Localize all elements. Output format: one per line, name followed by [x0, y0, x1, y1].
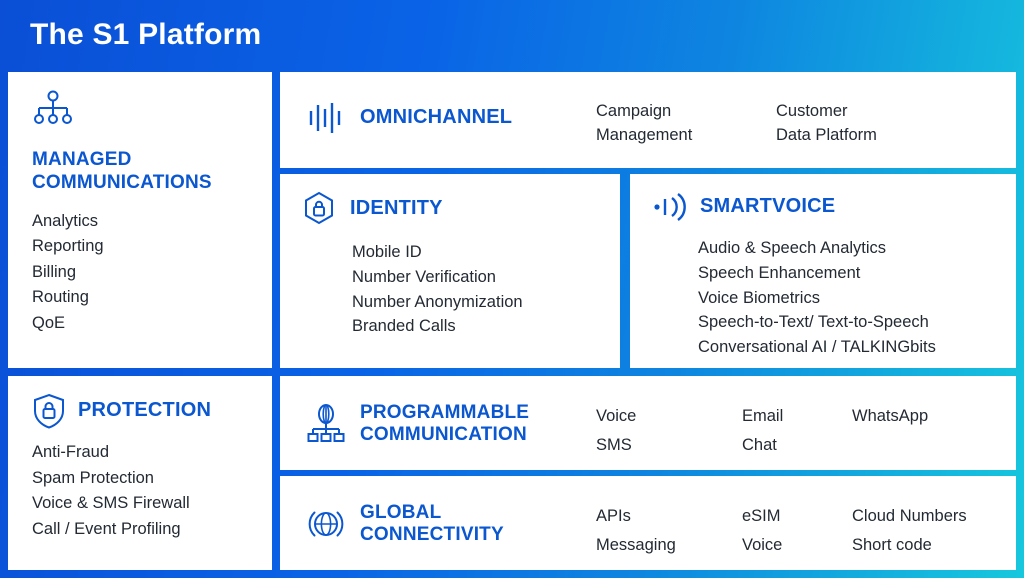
- smartvoice-items: [650, 236, 996, 360]
- list-item: APIs: [596, 507, 631, 525]
- identity-header: [300, 190, 600, 228]
- omnichannel-column-2: [776, 86, 877, 148]
- list-item: Anti-Fraud: [32, 443, 110, 461]
- list-item: Voice: [596, 407, 637, 425]
- list-item: Call / Event Profiling: [32, 519, 181, 538]
- managed-title-line2: COMMUNICATIONS: [32, 171, 212, 193]
- list-item: Speech Enhancement: [698, 263, 861, 282]
- programmable-column-2: [742, 390, 852, 460]
- managed-title-line1: MANAGED: [32, 149, 132, 170]
- card-omnichannel: [280, 72, 1016, 168]
- network-node-icon: [306, 403, 346, 445]
- card-programmable-communication: [280, 376, 1016, 470]
- smartvoice-header: [650, 190, 996, 224]
- programmable-column-1: [596, 390, 742, 460]
- global-header: [300, 490, 596, 547]
- global-title-line2: CONNECTIVITY: [360, 524, 504, 546]
- list-item: Customer: [776, 102, 848, 120]
- shield-lock-icon: [32, 392, 66, 430]
- programmable-header: [300, 390, 596, 447]
- list-item: eSIM: [742, 507, 781, 525]
- omnichannel-row: [300, 86, 996, 148]
- protection-title: PROTECTION: [78, 399, 212, 422]
- managed-items: [32, 209, 250, 337]
- globe-orbit-icon: [306, 504, 346, 544]
- managed-header: [32, 90, 250, 195]
- list-item: Routing: [32, 288, 89, 307]
- protection-items: [32, 440, 250, 542]
- list-item: QoE: [32, 313, 66, 332]
- list-item: Campaign: [596, 102, 672, 120]
- list-item: Conversational AI / TALKINGbits: [698, 338, 936, 356]
- list-item: Voice & SMS Firewall: [32, 494, 190, 513]
- global-title-line1: GLOBAL: [360, 502, 442, 523]
- card-managed-communications: [8, 72, 272, 368]
- list-item: Number Anonymization: [352, 292, 523, 311]
- omnichannel-title: OMNICHANNEL: [360, 106, 513, 129]
- network-hierarchy-icon: [32, 90, 74, 130]
- list-item: Email: [742, 407, 784, 425]
- programmable-title-line2: COMMUNICATION: [360, 424, 527, 446]
- list-item: Audio & Speech Analytics: [698, 239, 887, 257]
- programmable-title: [360, 402, 529, 447]
- list-item: Reporting: [32, 237, 104, 256]
- list-item: Voice Biometrics: [698, 288, 820, 307]
- omnichannel-column-1: [596, 86, 776, 148]
- programmable-column-3: [852, 390, 928, 431]
- global-column-2: [742, 490, 852, 560]
- list-item: Mobile ID: [352, 243, 422, 261]
- list-item: Chat: [742, 435, 777, 454]
- global-title: [360, 502, 504, 547]
- protection-header: [32, 392, 250, 430]
- card-protection: [8, 376, 272, 570]
- list-item: Analytics: [32, 211, 99, 230]
- programmable-title-line1: PROGRAMMABLE: [360, 402, 530, 423]
- list-item: Spam Protection: [32, 468, 154, 487]
- card-identity: [280, 174, 620, 368]
- list-item: Speech-to-Text/ Text-to-Speech: [698, 313, 929, 332]
- list-item: Cloud Numbers: [852, 507, 967, 525]
- list-item: Management: [596, 125, 693, 144]
- list-item: Branded Calls: [352, 317, 456, 336]
- global-row: [300, 490, 996, 560]
- smartvoice-title: SMARTVOICE: [700, 195, 836, 218]
- list-item: Data Platform: [776, 125, 877, 144]
- list-item: Voice: [742, 535, 783, 554]
- list-item: WhatsApp: [852, 407, 929, 425]
- card-global-connectivity: [280, 476, 1016, 570]
- identity-title: IDENTITY: [350, 197, 443, 220]
- programmable-row: [300, 390, 996, 460]
- global-column-3: [852, 490, 967, 560]
- identity-items: [300, 240, 600, 339]
- list-item: Short code: [852, 535, 932, 554]
- hexagon-lock-icon: [300, 190, 338, 228]
- voice-signal-icon: [650, 190, 688, 224]
- card-smartvoice: [630, 174, 1016, 368]
- omnichannel-header: [300, 86, 596, 136]
- list-item: SMS: [596, 435, 632, 454]
- page-title: The S1 Platform: [30, 18, 262, 51]
- list-item: Number Verification: [352, 267, 496, 286]
- waveform-icon: [306, 100, 346, 136]
- list-item: Billing: [32, 262, 77, 281]
- list-item: Messaging: [596, 535, 676, 554]
- managed-title: [32, 149, 250, 195]
- global-column-1: [596, 490, 742, 560]
